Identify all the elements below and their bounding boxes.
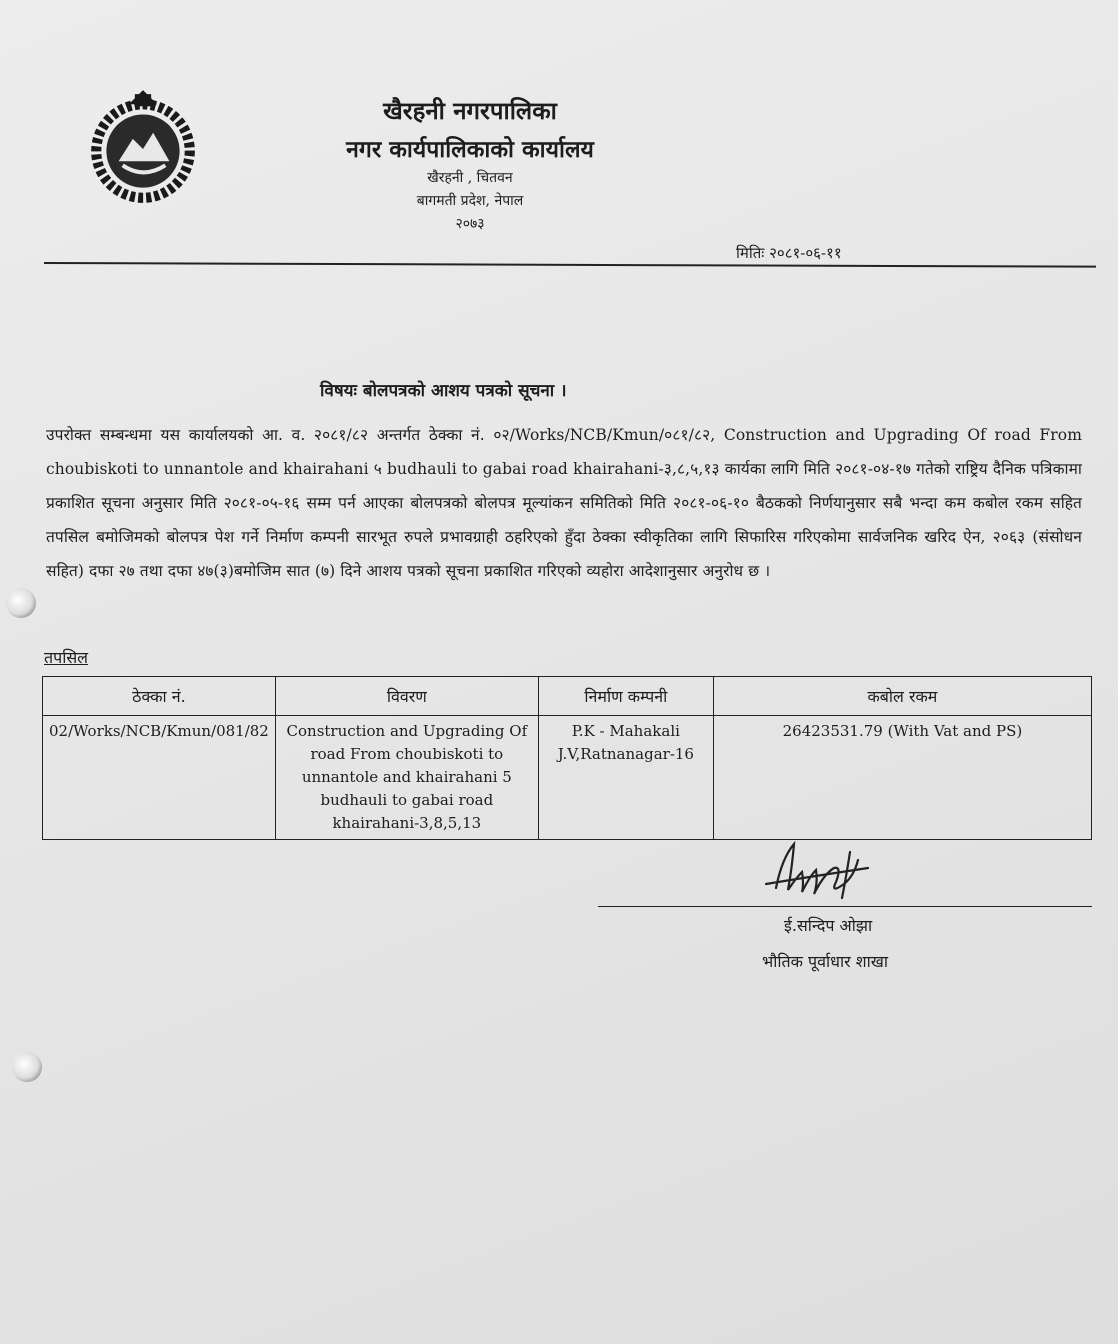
office-name: नगर कार्यपालिकाको कार्यालय xyxy=(346,136,594,163)
signer-name: ई.सन्दिप ओझा xyxy=(784,916,873,935)
punch-hole-icon xyxy=(12,1052,42,1082)
emblem-icon xyxy=(82,86,204,208)
subject-line: विषयः बोलपत्रको आशय पत्रको सूचना । xyxy=(320,381,567,401)
award-table xyxy=(42,676,1092,840)
cell-contract-no: 02/Works/NCB/Kmun/081/82 xyxy=(43,716,276,840)
header-company: निर्माण कम्पनी xyxy=(538,677,713,716)
header-description: विवरण xyxy=(275,677,538,716)
table-header-row xyxy=(43,677,1092,716)
table-row xyxy=(43,716,1092,840)
signer-branch: भौतिक पूर्वाधार शाखा xyxy=(762,952,889,971)
cell-amount: 26423531.79 (With Vat and PS) xyxy=(713,716,1091,840)
signature-icon xyxy=(762,838,872,910)
signature-line xyxy=(598,906,1092,907)
punch-hole-icon xyxy=(6,588,36,618)
header-divider xyxy=(44,262,1096,268)
header-contract-no: ठेक्का नं. xyxy=(43,677,276,716)
established-year: २०७३ xyxy=(455,216,485,232)
address-line-2: बागमती प्रदेश, नेपाल xyxy=(416,193,524,209)
body-paragraph: उपरोक्त सम्बन्धमा यस कार्यालयको आ. व. २०८१/८२ अन्तर्गत ठेक्का नं. ०२/Works/NCB/Kmun/०८१/८२, Construction and Upgrading Of road From choubiskoti to unnantole and khairahani ५ budhauli to gabai road khairahani-३,८,५,१३ कार्यका लागि मिति २०८१-०४-१७ गतेको राष्ट्रिय दैनिक पत्रिकामा प्रकाशित सूचना अनुसार मिति २०८१-०५-१६ सम्म पर्न आएका बोलपत्रको बोलपत्र मूल्यांकन समितिको मिति २०८१-०६-१० बैठकको निर्णयानुसार सबै भन्दा कम कबोल रकम सहित तपसिल बमोजिमको बोलपत्र पेश गर्ने निर्माण कम्पनी सारभूत रुपले प्रभावग्राही ठहरिएको हुँदा ठेक्का स्वीकृतिका लागि सिफारिस गरिएकोमा सार्वजनिक खरिद ऐन, २०६३ (संसोधन सहित) दफा २७ तथा दफा ४७(३)बमोजिम सात (७) दिने आशय पत्रको सूचना प्रकाशित गरिएको व्यहोरा आदेशानुसार अनुरोध छ । xyxy=(46,426,1082,580)
cell-description: Construction and Upgrading Of road From choubiskoti to unnantole and khairahani 5 budhauli to gabai road khairahani-3,8,5,13 xyxy=(275,716,538,840)
details-label: तपसिल xyxy=(44,648,89,667)
municipality-name: खैरहनी नगरपालिका xyxy=(383,96,557,125)
address-line-1: खैरहनी , चितवन xyxy=(427,170,513,186)
header-amount: कबोल रकम xyxy=(713,677,1091,716)
letter-date: मितिः २०८१-०६-११ xyxy=(736,244,842,262)
cell-company: P.K - Mahakali J.V,Ratnanagar-16 xyxy=(538,716,713,840)
